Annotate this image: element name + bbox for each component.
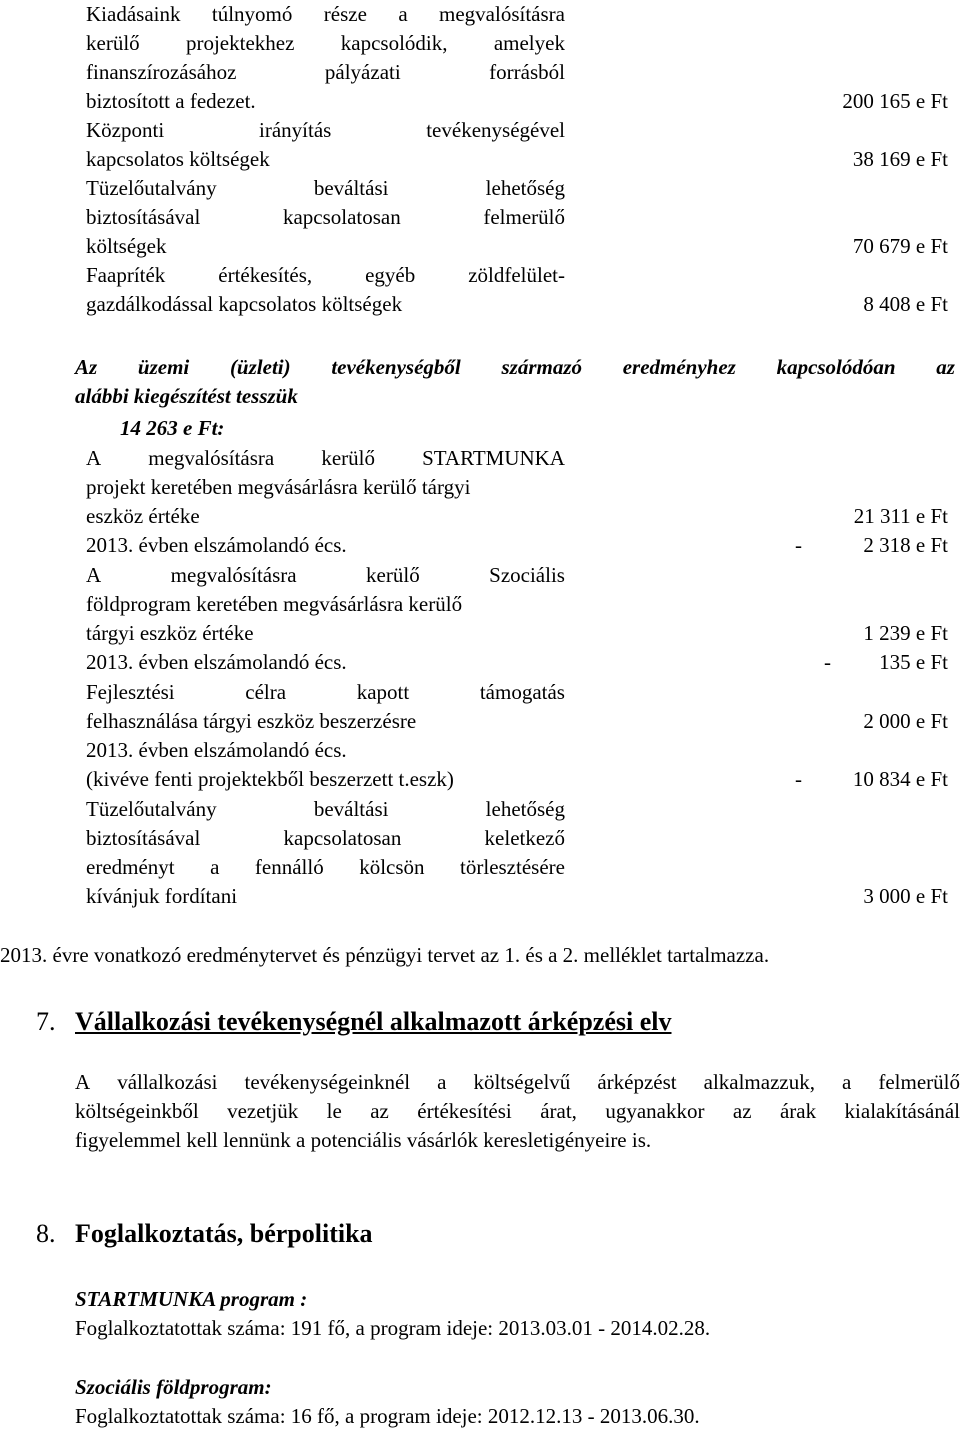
- block2-heading-line-1: Az üzemi (üzleti) tevékenységből származó eredményhez kapcsolódóan az: [75, 355, 955, 379]
- block1-line-6: kapcsolatos költségek: [86, 147, 270, 171]
- section7-line-1: A vállalkozási tevékenységeinknél a költségelvű árképzést alkalmazzuk, a felmerülő: [75, 1070, 960, 1094]
- amount-development-grant: 2 000 e Ft: [863, 709, 948, 733]
- block2-heading-total: 14 263 e Ft:: [120, 416, 225, 440]
- block1-line-11: gazdálkodással kapcsolatos költségek: [86, 292, 403, 316]
- block1-line-3: finanszírozásához pályázati forrásból: [86, 60, 565, 84]
- block1-line-2: kerülő projektekhez kapcsolódik, amelyek: [86, 31, 565, 55]
- block1-line-9: költségek: [86, 234, 167, 258]
- block2-line-6: földprogram keretében megvásárlásra kerülő: [86, 592, 463, 616]
- block1-line-7: Tüzelőutalvány beváltási lehetőség: [86, 176, 565, 200]
- section7-number: 7.: [36, 1007, 56, 1036]
- block2-heading-line-2: alábbi kiegészítést tesszük: [75, 384, 298, 408]
- block2-line-7: tárgyi eszköz értéke: [86, 621, 254, 645]
- block2-line-2: projekt keretében megvásárlásra kerülő tárgyi: [86, 475, 471, 499]
- block1-line-4: biztosított a fedezet.: [86, 89, 256, 113]
- block1-line-8: biztosításával kapcsolatosan felmerülő: [86, 205, 565, 229]
- block2-line-8: 2013. évben elszámolandó écs.: [86, 650, 347, 674]
- social-landprogram-subheading: Szociális földprogram:: [75, 1375, 272, 1399]
- block1-line-5: Központi irányítás tevékenységével: [86, 118, 565, 142]
- social-landprogram-details: Foglalkoztatottak száma: 16 fő, a program ideje: 2012.12.13 - 2013.06.30.: [75, 1404, 700, 1428]
- block2-line-3: eszköz értéke: [86, 504, 200, 528]
- amount-voucher: 70 679 e Ft: [852, 234, 948, 258]
- amount-woodchip: 8 408 e Ft: [863, 292, 948, 316]
- amount-loan-repayment: 3 000 e Ft: [863, 884, 948, 908]
- amount-social-depr: 135 e Ft: [879, 650, 948, 674]
- startmunka-details: Foglalkoztatottak száma: 191 fő, a program ideje: 2013.03.01 - 2014.02.28.: [75, 1316, 711, 1340]
- block2-line-10: felhasználása tárgyi eszköz beszerzésre: [86, 709, 417, 733]
- minus-sign: -: [795, 533, 802, 557]
- block2-line-14: biztosításával kapcsolatosan keletkező: [86, 826, 565, 850]
- section7-title: Vállalkozási tevékenységnél alkalmazott árképzési elv: [75, 1007, 672, 1036]
- amount-startmunka-asset: 21 311 e Ft: [853, 504, 948, 528]
- block2-line-4: 2013. évben elszámolandó écs.: [86, 533, 347, 557]
- section7-line-2: költségeinkből vezetjük le az értékesítési árat, ugyanakkor az árak kialakításánál: [75, 1099, 960, 1123]
- block2-line-9: Fejlesztési célra kapott támogatás: [86, 680, 565, 704]
- block2-line-11: 2013. évben elszámolandó écs.: [86, 738, 347, 762]
- minus-sign: -: [795, 767, 802, 791]
- section8-number: 8.: [36, 1219, 56, 1248]
- amount-fuel: 38 169 e Ft: [852, 147, 948, 171]
- block2-line-15: eredményt a fennálló kölcsön törlesztésére: [86, 855, 565, 879]
- block2-line-16: kívánjuk fordítani: [86, 884, 238, 908]
- block2-line-5: A megvalósításra kerülő Szociális: [86, 563, 565, 587]
- amount-central: 200 165 e Ft: [842, 89, 948, 113]
- amount-social-asset: 1 239 e Ft: [863, 621, 948, 645]
- minus-sign: -: [824, 650, 831, 674]
- annex-note: 2013. évre vonatkozó eredménytervet és pénzügyi tervet az 1. és a 2. melléklet tartalmazza.: [0, 943, 770, 967]
- block2-line-12: (kivéve fenti projektekből beszerzett t.eszk): [86, 767, 454, 791]
- startmunka-subheading: STARTMUNKA program :: [75, 1287, 308, 1311]
- amount-startmunka-depr: 2 318 e Ft: [863, 533, 948, 557]
- amount-other-depr: 10 834 e Ft: [852, 767, 948, 791]
- section8-title: Foglalkoztatás, bérpolitika: [75, 1219, 373, 1248]
- block2-line-1: A megvalósításra kerülő STARTMUNKA: [86, 446, 565, 470]
- block2-line-13: Tüzelőutalvány beváltási lehetőség: [86, 797, 565, 821]
- block1-line-10: Faapríték értékesítés, egyéb zöldfelület-: [86, 263, 565, 287]
- section7-line-3: figyelemmel kell lennünk a potenciális vásárlók keresletigényeire is.: [75, 1128, 652, 1152]
- block1-line-1: Kiadásaink túlnyomó része a megvalósításra: [86, 2, 565, 26]
